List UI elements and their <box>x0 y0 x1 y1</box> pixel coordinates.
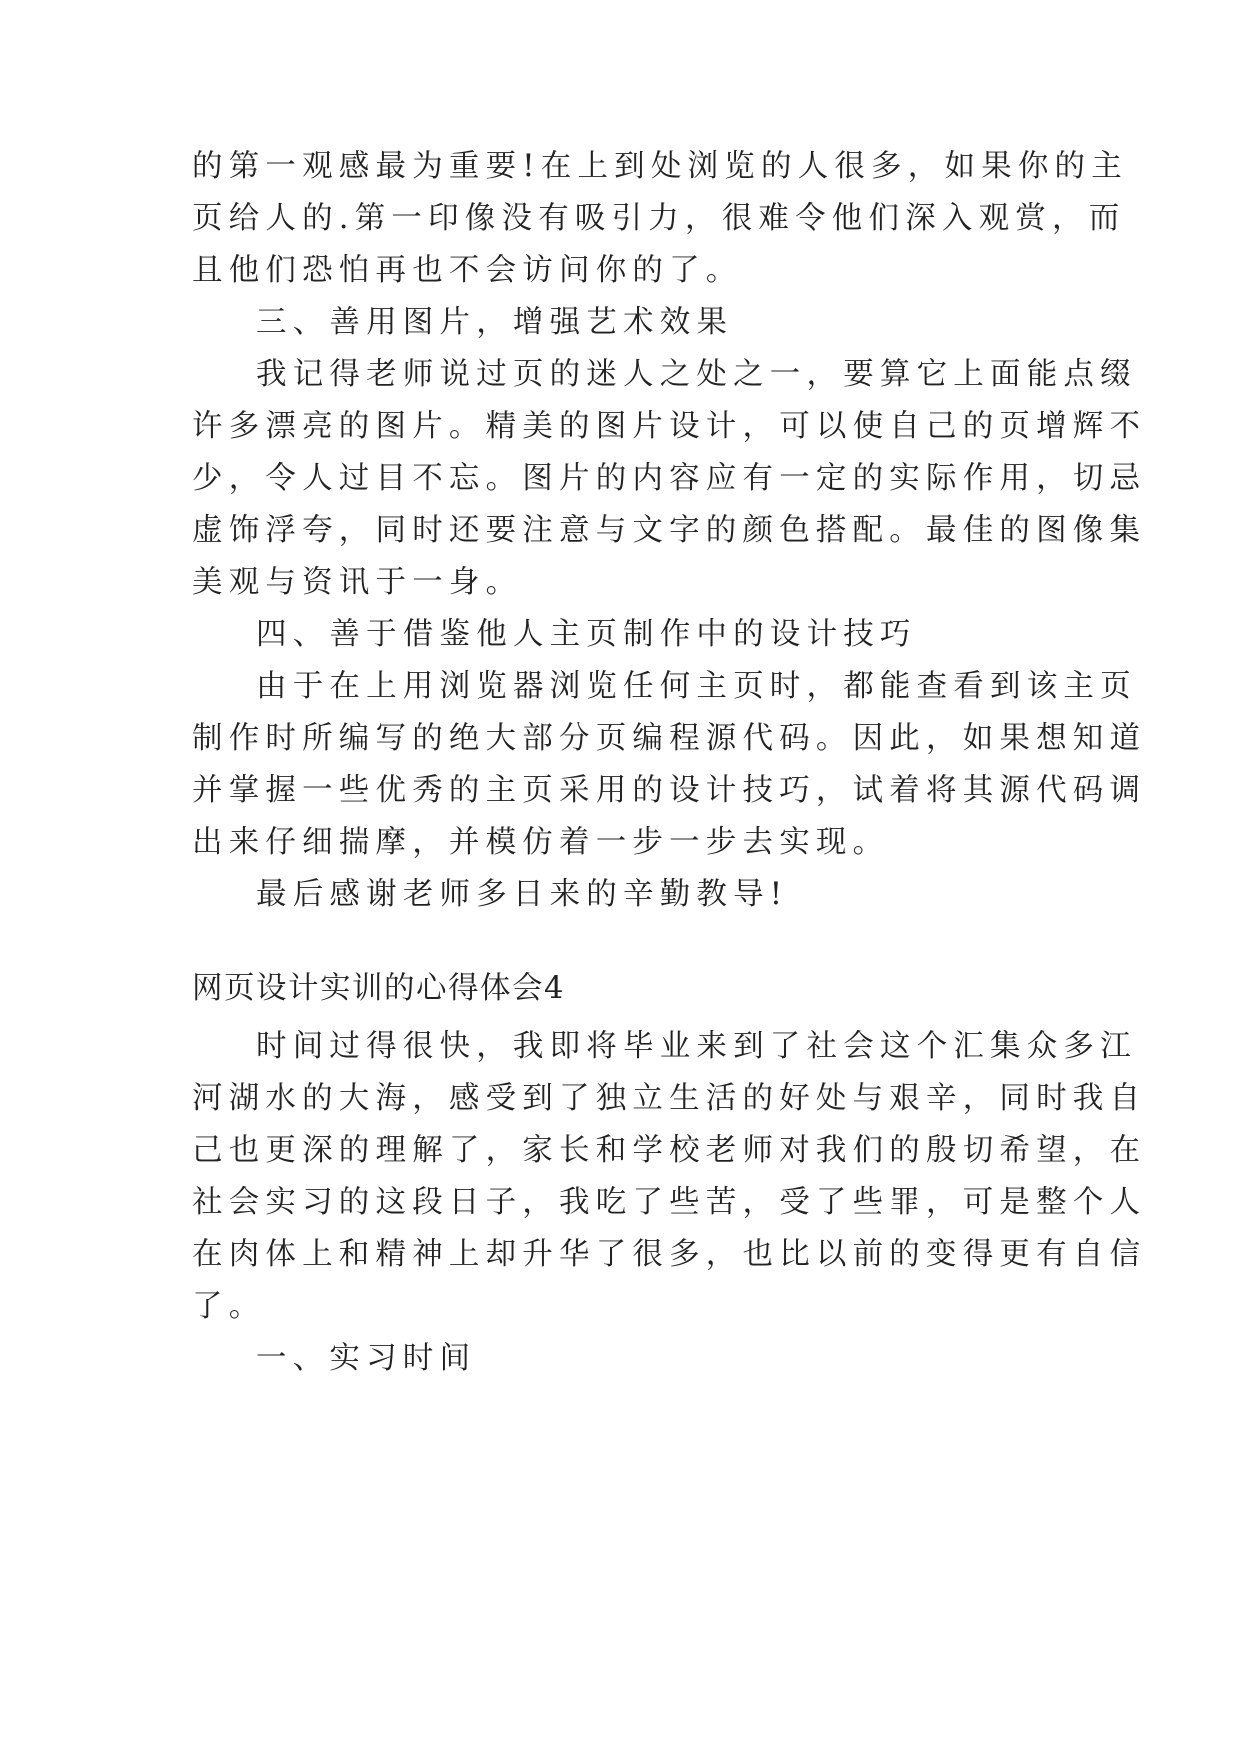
paragraph-line: 时间过得很快，我即将毕业来到了社会这个汇集众多江 <box>256 1029 1137 1064</box>
paragraph-line: 虚饰浮夸，同时还要注意与文字的颜色搭配。最佳的图像集 <box>192 513 1147 548</box>
paragraph-line: 少，令人过目不忘。图片的内容应有一定的实际作用，切忌 <box>192 461 1147 496</box>
paragraph-line: 我记得老师说过页的迷人之处之一，要算它上面能点缀 <box>256 357 1137 392</box>
paragraph-line: 许多漂亮的图片。精美的图片设计，可以使自己的页增辉不 <box>192 409 1147 444</box>
paragraph-line: 美观与资讯于一身。 <box>192 565 523 600</box>
document-title: 网页设计实训的心得体会4 <box>192 971 565 1006</box>
paragraph-line: 出来仔细揣摩，并模仿着一步一步去实现。 <box>192 825 890 860</box>
paragraph-line: 页给人的.第一印像没有吸引力，很难令他们深入观赏，而 <box>192 201 1126 236</box>
paragraph-line: 的第一观感最为重要!在上到处浏览的人很多，如果你的主 <box>192 149 1128 184</box>
paragraph-line: 且他们恐怕再也不会访问你的了。 <box>192 253 743 288</box>
closing-line: 最后感谢老师多日来的辛勤教导! <box>256 877 789 912</box>
paragraph-line: 了。 <box>192 1289 266 1324</box>
section-heading: 四、善于借鉴他人主页制作中的设计技巧 <box>256 617 917 652</box>
paragraph-line: 在肉体上和精神上却升华了很多，也比以前的变得更有自信 <box>192 1237 1147 1272</box>
paragraph-line: 制作时所编写的绝大部分页编程源代码。因此，如果想知道 <box>192 721 1147 756</box>
section-heading: 三、善用图片，增强艺术效果 <box>256 305 734 340</box>
paragraph-line: 河湖水的大海，感受到了独立生活的好处与艰辛，同时我自 <box>192 1081 1147 1116</box>
paragraph-line: 己也更深的理解了，家长和学校老师对我们的殷切希望，在 <box>192 1133 1147 1168</box>
section-heading: 一、实习时间 <box>256 1341 477 1376</box>
paragraph-line: 由于在上用浏览器浏览任何主页时，都能查看到该主页 <box>256 669 1137 704</box>
paragraph-line: 并掌握一些优秀的主页采用的设计技巧，试着将其源代码调 <box>192 773 1147 808</box>
paragraph-line: 社会实习的这段日子，我吃了些苦，受了些罪，可是整个人 <box>192 1185 1147 1220</box>
